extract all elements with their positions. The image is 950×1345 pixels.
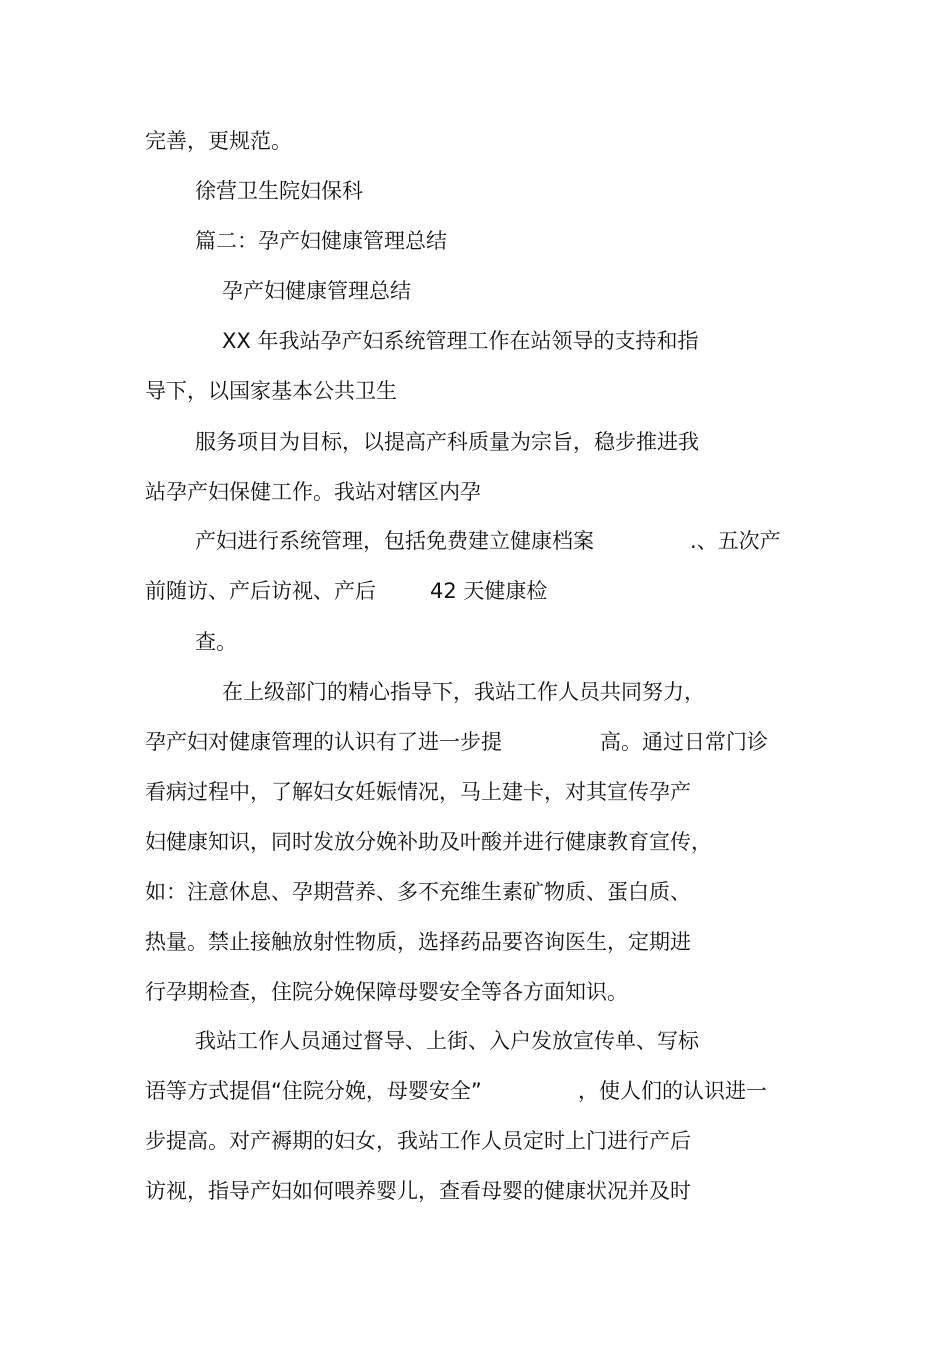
text-line: 如：注意休息、孕期营养、多不充维生素矿物质、蛋白质、 [145, 880, 691, 904]
text-line-fragment: ，使人们的认识进一 [578, 1079, 767, 1103]
text-line: 行孕期检查，住院分娩保障母婴安全等各方面知识。 [145, 980, 628, 1004]
text-line: 步提高。对产褥期的妇女，我站工作人员定时上门进行产后 [145, 1129, 691, 1153]
text-line: 妇健康知识，同时发放分娩补助及叶酸并进行健康教育宣传， [145, 830, 712, 854]
text-line: 查。 [195, 630, 237, 654]
text-line: 热量。禁止接触放射性物质，选择药品要咨询医生，定期进 [145, 930, 691, 954]
text-line: 徐营卫生院妇保科 [195, 179, 363, 203]
text-line: 站孕产妇保健工作。我站对辖区内孕 [145, 480, 481, 504]
text-line: 篇二：孕产妇健康管理总结 [195, 229, 447, 253]
text-line: 孕产妇健康管理总结 [222, 279, 411, 303]
text-line-fragment: .、五次产 [690, 529, 781, 553]
text-line: XX 年我站孕产妇系统管理工作在站领导的支持和指 [222, 329, 699, 353]
text-line: 产妇进行系统管理，包括免费建立健康档案 [195, 529, 594, 553]
text-line: 前随访、产后访视、产后 [145, 579, 376, 603]
text-line-fragment: 高。通过日常门诊 [600, 730, 768, 754]
text-line: 孕产妇对健康管理的认识有了进一步提 [145, 730, 502, 754]
text-line: 完善，更规范。 [145, 129, 292, 153]
text-line: 访视，指导产妇如何喂养婴儿，查看母婴的健康状况并及时 [145, 1179, 691, 1203]
text-line: 看病过程中，了解妇女妊娠情况，马上建卡，对其宣传孕产 [145, 780, 691, 804]
text-line: 我站工作人员通过督导、上街、入户发放宣传单、写标 [195, 1029, 699, 1053]
text-line: 语等方式提倡“住院分娩，母婴安全” [145, 1079, 482, 1103]
text-line: 服务项目为目标，以提高产科质量为宗旨，稳步推进我 [195, 430, 699, 454]
text-line-fragment: 42 天健康检 [430, 579, 548, 603]
text-line: 在上级部门的精心指导下，我站工作人员共同努力， [222, 680, 705, 704]
text-line: 导下，以国家基本公共卫生 [145, 379, 397, 403]
